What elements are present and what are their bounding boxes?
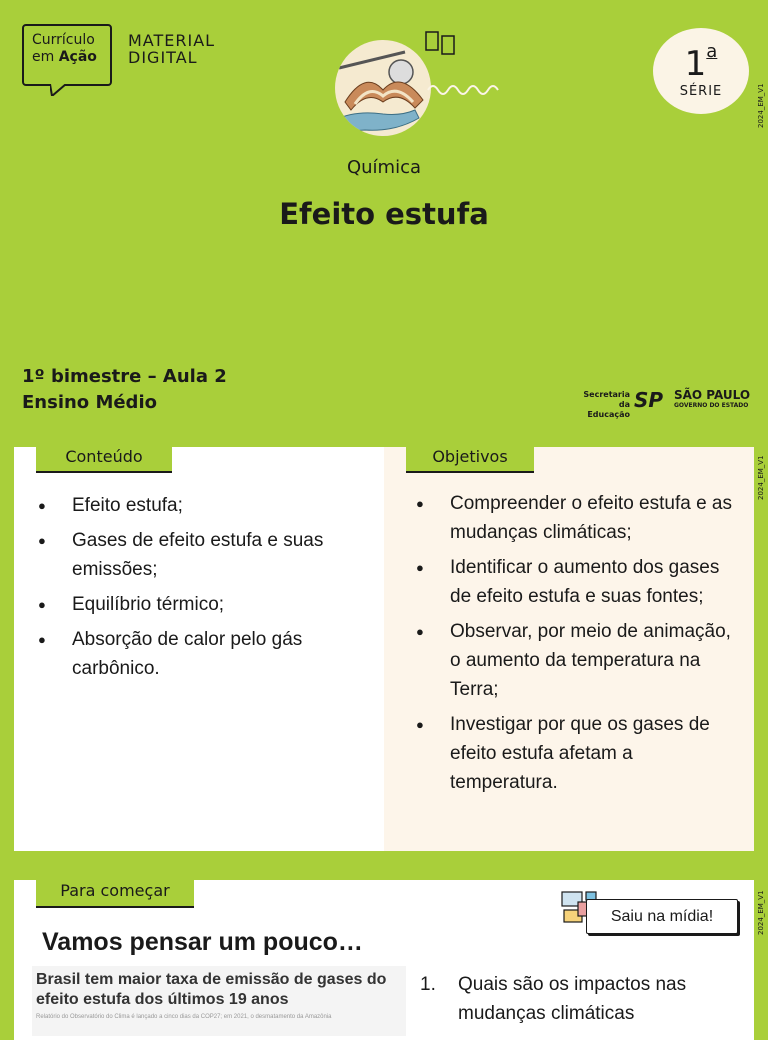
list-item: ● Compreender o efeito estufa e as mudanças climáticas; [416,489,742,547]
objectives-list [416,489,742,803]
version-code: 2024_EM_V1 [757,455,765,500]
material-digital-logo: MATERIAL DIGITAL [128,31,216,67]
cover-slide: Currículo em Ação MATERIAL DIGITAL 1$^a$ SÉRIE 2024_EM_V1 Química Efeito estufa 1º bimestre – Aula 2 Ensino Médio Secretaria da Educação SP SÃO PAULO GOVERNO DO ESTADO [0,0,768,430]
curriculo-em-acao-logo: Currículo em Ação [22,24,112,86]
list-item: ● Absorção de calor pelo gás carbônico. [38,625,338,683]
content-list [38,491,338,689]
speech-tail-icon [50,84,68,96]
lesson-meta: 1º bimestre – Aula 2 Ensino Médio [22,366,227,413]
question-item [420,970,748,1028]
list-item: ● Efeito estufa; [38,491,338,520]
tab-para-comecar: Para começar [36,876,194,908]
list-item: ● Investigar por que os gases de efeito estufa afetam a temperatura. [416,710,742,797]
version-code: 2024_EM_V1 [757,890,765,935]
list-item: ● Observar, por meio de animação, o aumento da temperatura na Terra; [416,617,742,704]
version-code: 2024_EM_V1 [757,83,765,128]
subject-label: Química [346,157,422,178]
devices-wave-icon [418,30,518,100]
section-heading: Vamos pensar um pouco… [42,928,363,956]
list-item: ● Identificar o aumento dos gases de efeito estufa e suas fontes; [416,553,742,611]
media-label: Saiu na mídia! [586,899,738,934]
para-comecar-slide [14,880,754,1040]
page-title: Efeito estufa [279,197,489,231]
question-number: 1. [420,974,436,995]
list-item: ● Equilíbrio térmico; [38,590,338,619]
saiu-na-midia-badge [560,890,740,936]
content-objectives-slide [14,447,754,851]
list-item: ● Gases de efeito estufa e suas emissões; [38,526,338,584]
open-book-icon [335,40,431,136]
question-text: Quais são os impactos nas mudanças climáticas [458,974,687,1024]
news-headline: Brasil tem maior taxa de emissão de gases do efeito estufa dos últimos 19 anos [36,971,387,1008]
news-excerpt: Relatório do Observatório do Clima é lançado a cinco dias da COP27; em 2021, o desmatamento da Amazônia [36,1014,332,1020]
tab-objetivos: Objetivos [406,443,534,473]
grade-badge: 1$^a$ SÉRIE [653,28,749,114]
tab-conteudo: Conteúdo [36,443,172,473]
book-hand-illustration [335,40,431,136]
news-clipping [32,966,406,1036]
